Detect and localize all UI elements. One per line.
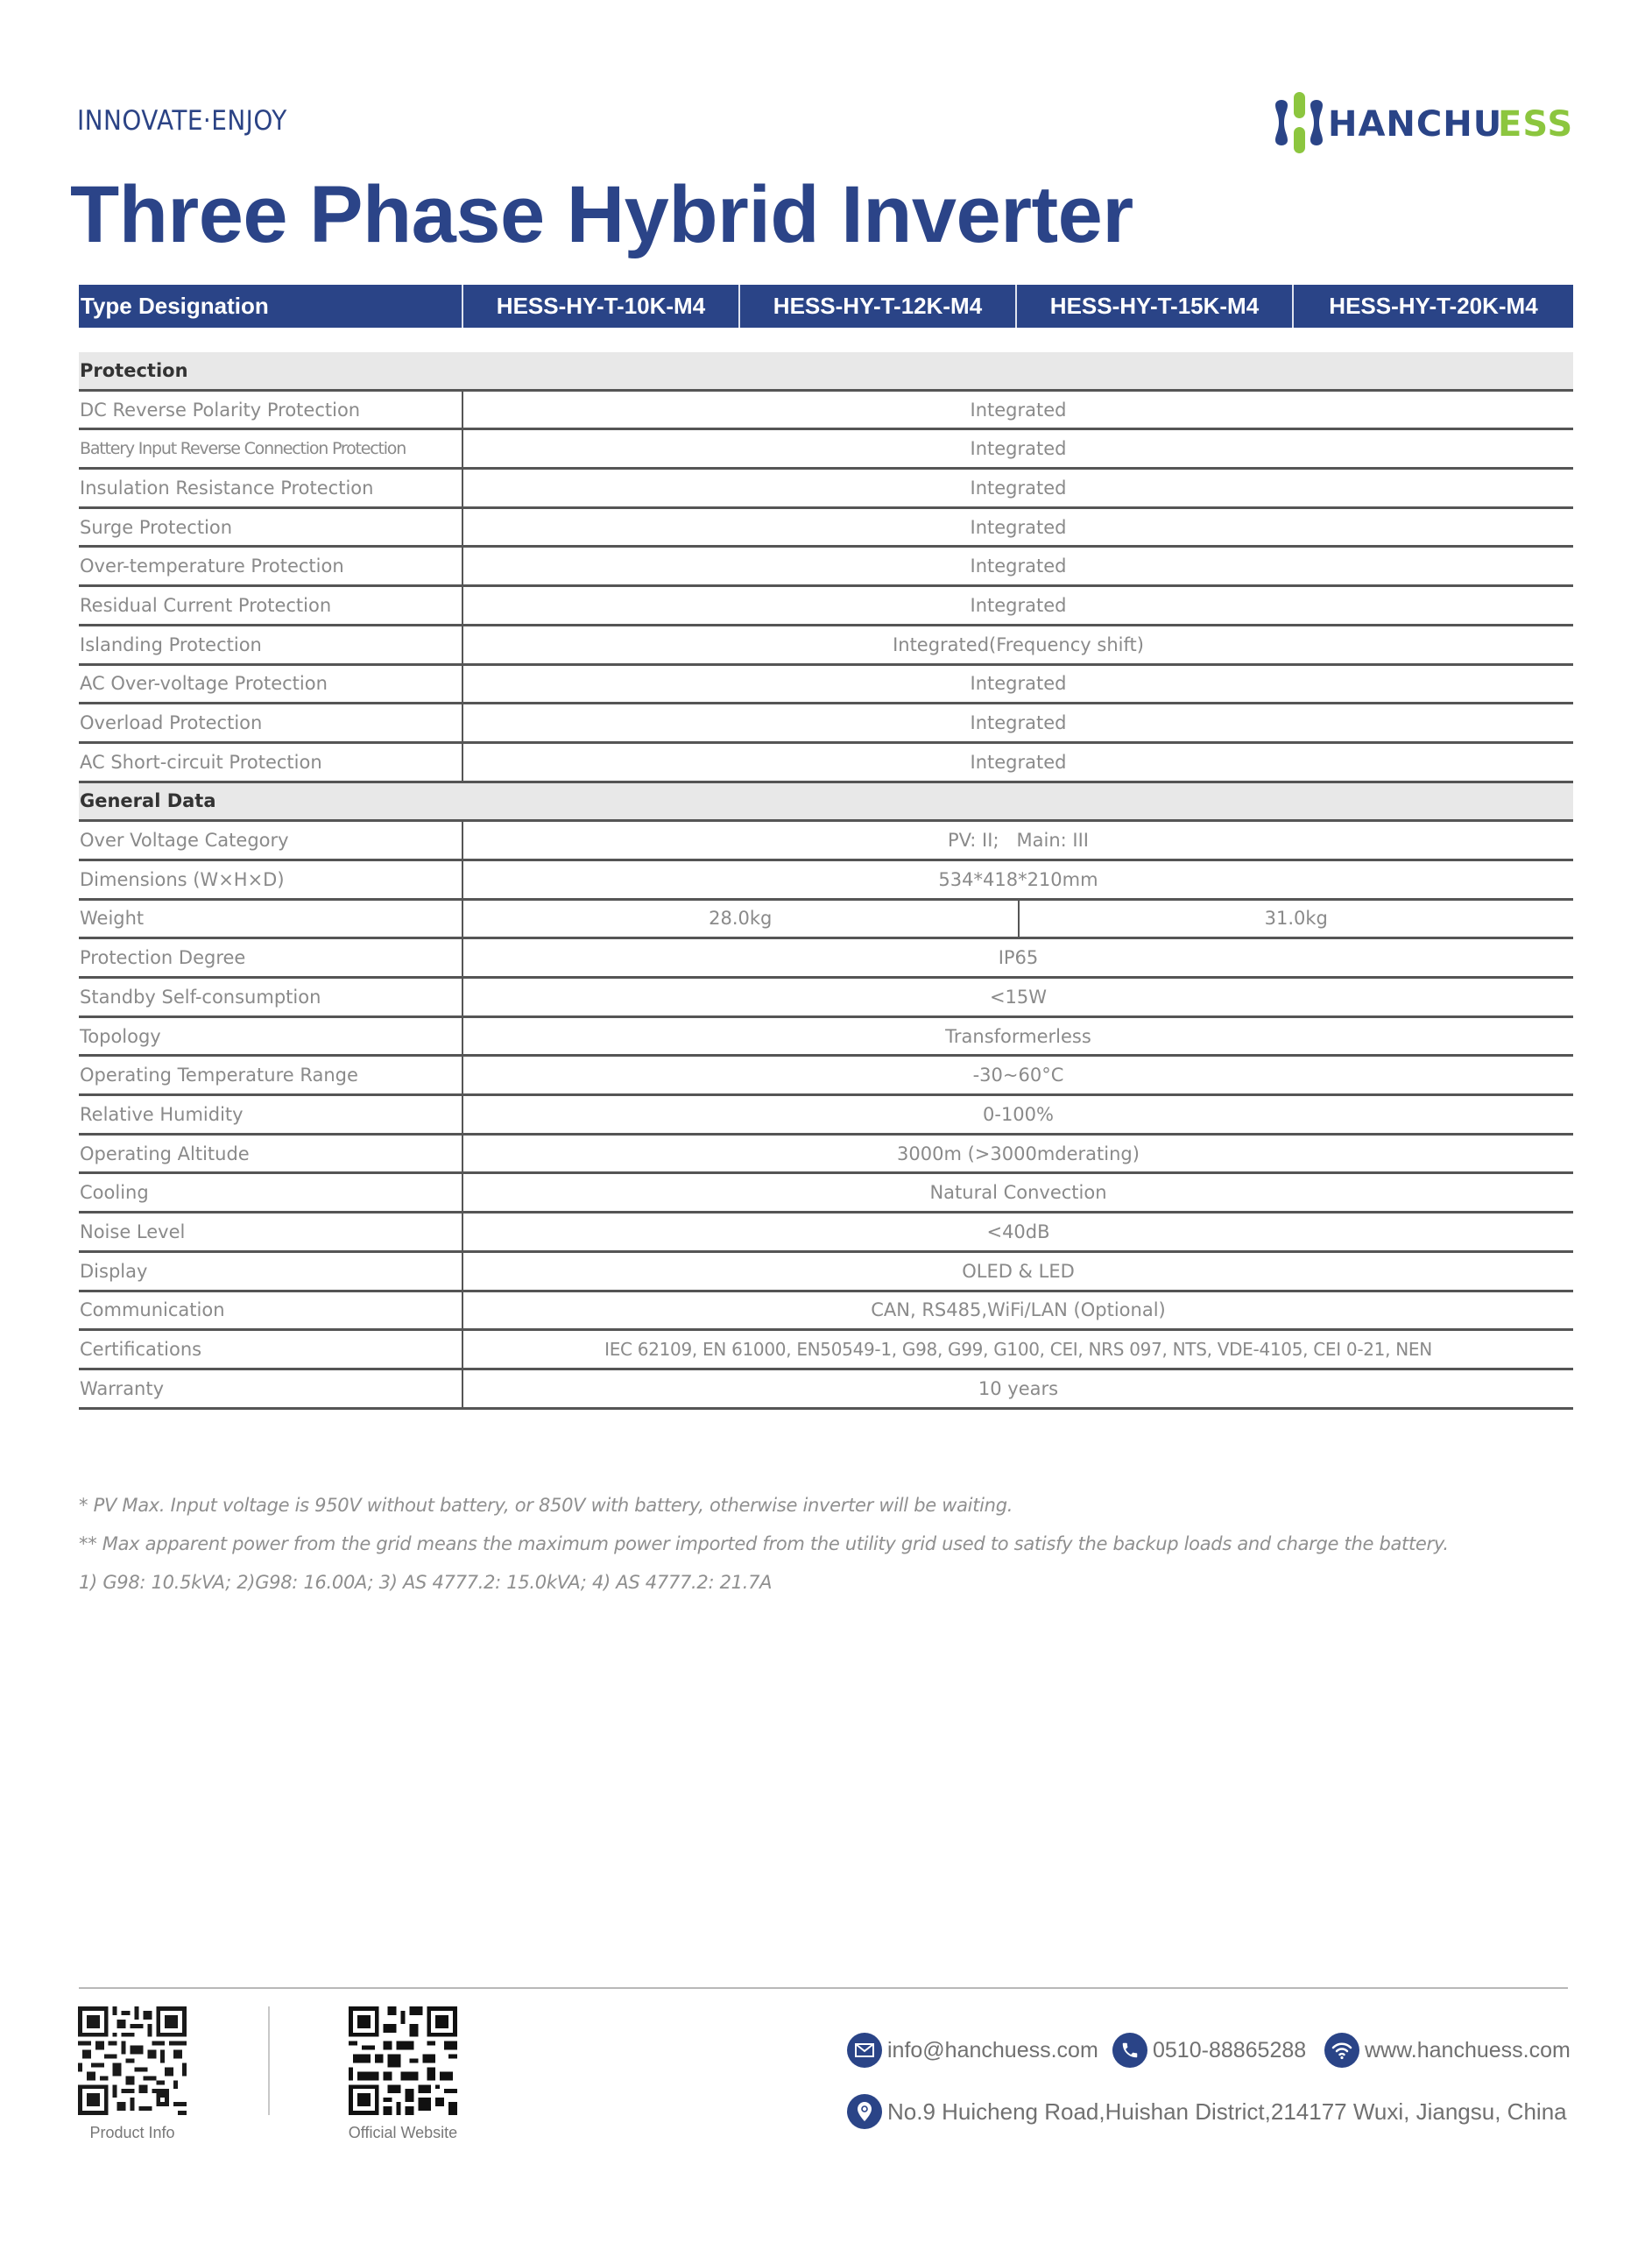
qr-official-website[interactable] — [349, 2006, 457, 2115]
table-row — [79, 704, 1573, 744]
row-value: Integrated — [970, 751, 1067, 773]
table-row — [79, 1253, 1573, 1292]
row-value: Integrated — [970, 399, 1067, 421]
tagline: INNOVATE·ENJOY — [77, 105, 287, 137]
row-label: Over-temperature Protection — [79, 548, 463, 584]
table-row — [79, 509, 1573, 548]
row-label: Insulation Resistance Protection — [79, 470, 463, 506]
header-label: Type Designation — [79, 285, 463, 328]
row-label: Islanding Protection — [79, 626, 463, 663]
model-column-15k: HESS-HY-T-15K-M4 — [1017, 285, 1294, 328]
type-designation-header — [79, 285, 1573, 328]
row-value: 534*418*210mm — [938, 868, 1098, 890]
row-value: <40dB — [986, 1221, 1050, 1242]
footnote-pv-max: * PV Max. Input voltage is 950V without battery, or 850V with battery, otherwise inverter will be waiting. — [79, 1495, 1013, 1516]
table-row — [79, 626, 1573, 666]
footnote-max-apparent-power: ** Max apparent power from the grid means the maximum power imported from the utility grid used to satisfy the backup loads and charge the battery. — [79, 1533, 1449, 1554]
contact-address — [847, 2094, 1567, 2129]
section-title: General Data — [80, 790, 216, 812]
model-column-10k: HESS-HY-T-10K-M4 — [463, 285, 740, 328]
footnotes — [79, 1489, 1449, 1605]
section-protection — [79, 352, 1573, 392]
contact-phone[interactable] — [1112, 2033, 1306, 2068]
table-row — [79, 1213, 1573, 1253]
qr-label-official-website: Official Website — [348, 2124, 458, 2141]
row-label: Relative Humidity — [79, 1096, 463, 1133]
wifi-icon — [1324, 2033, 1359, 2068]
row-label: Operating Altitude — [79, 1136, 463, 1172]
row-value: 3000m (>3000mderating) — [897, 1143, 1140, 1164]
table-row — [79, 1096, 1573, 1136]
table-row — [79, 1136, 1573, 1175]
model-column-12k: HESS-HY-T-12K-M4 — [740, 285, 1017, 328]
table-row — [79, 392, 1573, 431]
table-row — [79, 1370, 1573, 1410]
table-row — [79, 979, 1573, 1018]
page-title: Three Phase Hybrid Inverter — [70, 170, 1133, 259]
row-value: Integrated — [970, 712, 1067, 734]
table-row — [79, 1331, 1573, 1370]
table-row — [79, 470, 1573, 509]
row-value: <15W — [989, 986, 1048, 1008]
section-general-data — [79, 783, 1573, 823]
row-label: Display — [79, 1253, 463, 1290]
row-value-10k-12k: 28.0kg — [463, 901, 1020, 938]
row-value: -30~60°C — [972, 1065, 1064, 1086]
address-text: No.9 Huicheng Road,Huishan District,214177 Wuxi, Jiangsu, China — [887, 2098, 1567, 2125]
table-row — [79, 1018, 1573, 1058]
table-row — [79, 430, 1573, 470]
location-pin-icon — [847, 2094, 882, 2129]
row-value: Integrated — [970, 555, 1067, 577]
row-value: Integrated — [970, 516, 1067, 538]
row-value: OLED & LED — [962, 1260, 1075, 1282]
table-row — [79, 822, 1573, 861]
table-row — [79, 666, 1573, 705]
row-value: Integrated(Frequency shift) — [893, 633, 1144, 655]
row-label: Weight — [79, 901, 463, 938]
qr-product-info[interactable] — [78, 2006, 187, 2115]
row-value: 10 years — [978, 1377, 1059, 1399]
row-label: Surge Protection — [79, 509, 463, 546]
qr-code-icon — [78, 2006, 187, 2115]
contact-email[interactable] — [847, 2033, 1098, 2068]
email-link[interactable]: info@hanchuess.com — [887, 2037, 1098, 2063]
row-label: DC Reverse Polarity Protection — [79, 392, 463, 428]
contact-website[interactable] — [1324, 2033, 1571, 2068]
row-value: Transformerless — [945, 1025, 1091, 1047]
qr-label-product-info: Product Info — [89, 2124, 175, 2141]
row-value-15k-20k: 31.0kg — [1264, 908, 1328, 930]
row-label: Warranty — [79, 1370, 463, 1407]
hanchu-logo-icon — [1272, 91, 1571, 154]
logo-suffix-text: ESS — [1498, 104, 1571, 145]
row-label: Overload Protection — [79, 704, 463, 741]
table-row — [79, 548, 1573, 587]
qr-code-icon — [349, 2006, 457, 2115]
model-column-20k: HESS-HY-T-20K-M4 — [1329, 293, 1538, 319]
row-value: Natural Convection — [929, 1182, 1107, 1204]
table-row — [79, 1174, 1573, 1213]
row-label: Operating Temperature Range — [79, 1057, 463, 1093]
row-label: AC Short-circuit Protection — [79, 744, 463, 781]
table-row — [79, 744, 1573, 783]
row-label: Battery Input Reverse Connection Protection — [79, 430, 463, 467]
row-value: CAN, RS485,WiFi/LAN (Optional) — [871, 1299, 1166, 1321]
table-row — [79, 901, 1573, 940]
section-title: Protection — [80, 359, 188, 381]
row-value: Integrated — [970, 477, 1067, 499]
row-value: PV: II; Main: III — [947, 830, 1090, 852]
table-row — [79, 587, 1573, 626]
row-label: Residual Current Protection — [79, 587, 463, 624]
row-label: Standby Self-consumption — [79, 979, 463, 1015]
row-label: Protection Degree — [79, 939, 463, 976]
logo-brand-text: HANCHU — [1328, 104, 1503, 145]
row-value: IEC 62109, EN 61000, EN50549-1, G98, G99, G100, CEI, NRS 097, NTS, VDE-4105, CEI 0-21, NEN — [604, 1339, 1432, 1361]
row-label: Over Voltage Category — [79, 822, 463, 859]
row-value: IP65 — [998, 947, 1039, 969]
row-label: Dimensions (W×H×D) — [79, 861, 463, 898]
row-value: 0-100% — [983, 1103, 1054, 1125]
footnote-grid-codes: 1) G98: 10.5kVA; 2)G98: 16.00A; 3) AS 4777.2: 15.0kVA; 4) AS 4777.2: 21.7A — [79, 1572, 773, 1593]
row-value: Integrated — [970, 438, 1067, 460]
table-row — [79, 939, 1573, 979]
spec-table — [79, 352, 1573, 1410]
phone-number[interactable]: 0510-88865288 — [1153, 2037, 1307, 2063]
table-row — [79, 1292, 1573, 1332]
row-label: AC Over-voltage Protection — [79, 666, 463, 703]
row-label: Noise Level — [79, 1213, 463, 1250]
website-link[interactable]: www.hanchuess.com — [1365, 2037, 1571, 2063]
table-row — [79, 1057, 1573, 1096]
row-label: Cooling — [79, 1174, 463, 1211]
row-label: Certifications — [79, 1331, 463, 1368]
table-row — [79, 861, 1573, 901]
phone-icon — [1112, 2033, 1147, 2068]
row-value: Integrated — [970, 673, 1067, 695]
footer-divider — [79, 1987, 1568, 1989]
row-label: Communication — [79, 1292, 463, 1329]
row-label: Topology — [79, 1018, 463, 1055]
qr-separator — [268, 2006, 270, 2115]
row-value: Integrated — [970, 594, 1067, 616]
envelope-icon — [847, 2033, 882, 2068]
brand-logo — [1272, 91, 1571, 154]
